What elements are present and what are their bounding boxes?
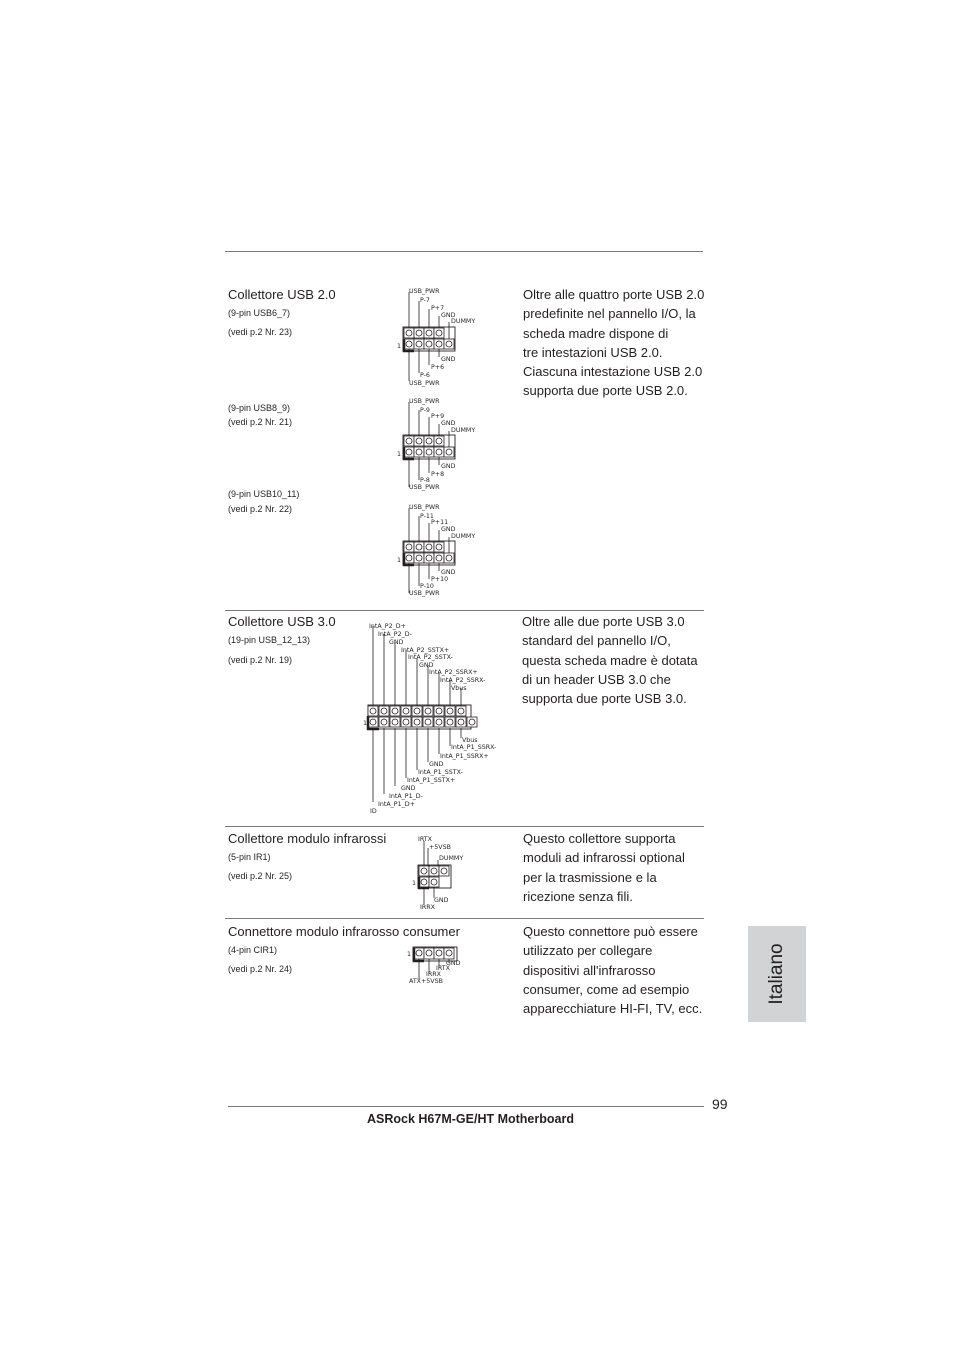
svg-text:IRTX: IRTX bbox=[418, 836, 432, 843]
svg-text:IntA_P1_SSRX+: IntA_P1_SSRX+ bbox=[440, 753, 489, 760]
usb3-pin bbox=[401, 717, 411, 727]
usb8-9-ref: (vedi p.2 Nr. 21) bbox=[228, 417, 293, 427]
svg-text:ATX+5VSB: ATX+5VSB bbox=[409, 978, 443, 985]
svg-text:IntA_P2_SSRX+: IntA_P2_SSRX+ bbox=[429, 669, 478, 676]
usb3-pin bbox=[445, 717, 455, 727]
usb10-11-diagram bbox=[396, 499, 496, 599]
svg-text:IntA_P2_D+: IntA_P2_D+ bbox=[369, 623, 406, 630]
usb3-ref: (vedi p.2 Nr. 19) bbox=[228, 655, 293, 665]
usb3-pin bbox=[434, 717, 444, 727]
ir-description: Questo collettore supporta moduli ad infrarossi optional per la trasmissione e la ricezione senza fili. bbox=[523, 831, 685, 904]
language-tab-label: Italiano bbox=[766, 943, 787, 1005]
svg-text:IRRX: IRRX bbox=[426, 971, 441, 978]
svg-text:IntA_P1_SSTX-: IntA_P1_SSTX- bbox=[418, 769, 463, 776]
svg-text:GND: GND bbox=[441, 463, 456, 470]
svg-text:IntA_P2_D-: IntA_P2_D- bbox=[378, 631, 412, 638]
usb3-title: Collettore USB 3.0 bbox=[228, 614, 336, 629]
usb3-pin bbox=[412, 717, 422, 727]
svg-text:IntA_P2_SSTX-: IntA_P2_SSTX- bbox=[408, 654, 453, 661]
cir-description: Questo connettore può essere utilizzato per collegare dispositivi all'infrarosso consumer, come ad esempio apparecchiature HI-FI, TV, ecc. bbox=[523, 924, 703, 1017]
svg-text:P+8: P+8 bbox=[431, 471, 445, 478]
svg-text:USB_PWR: USB_PWR bbox=[409, 590, 440, 597]
svg-text:IntA_P2_SSRX-: IntA_P2_SSRX- bbox=[440, 677, 486, 684]
svg-text:DUMMY: DUMMY bbox=[439, 855, 464, 862]
svg-text:GND: GND bbox=[446, 960, 461, 967]
svg-text:P+7: P+7 bbox=[431, 305, 445, 312]
ir-diagram bbox=[410, 833, 480, 913]
svg-text:ID: ID bbox=[370, 808, 377, 815]
svg-text:P-6: P-6 bbox=[420, 372, 430, 379]
usb3-pin bbox=[390, 717, 400, 727]
cir-diagram bbox=[403, 945, 483, 990]
usb6-7-ref: (vedi p.2 Nr. 23) bbox=[228, 327, 293, 337]
usb3-pin bbox=[423, 706, 433, 716]
usb3-pin bbox=[456, 717, 466, 727]
top-rule bbox=[225, 251, 703, 252]
svg-text:IRTX: IRTX bbox=[436, 965, 450, 972]
usb3-pin bbox=[423, 717, 433, 727]
ir-title: Collettore modulo infrarossi bbox=[228, 831, 387, 846]
page-number: 99 bbox=[712, 1096, 728, 1112]
usb3-pin bbox=[379, 717, 389, 727]
usb6-7-pins: (9-pin USB6_7) bbox=[228, 308, 291, 318]
svg-text:GND: GND bbox=[441, 526, 456, 533]
section-divider-ir bbox=[225, 826, 704, 827]
usb3-pin bbox=[390, 706, 400, 716]
usb3-pins: (19-pin USB_12_13) bbox=[228, 635, 311, 645]
svg-text:USB_PWR: USB_PWR bbox=[409, 504, 440, 511]
svg-text:P+10: P+10 bbox=[431, 576, 449, 583]
usb3-pin bbox=[445, 706, 455, 716]
usb3-pin bbox=[368, 717, 378, 727]
svg-text:Vbus: Vbus bbox=[451, 685, 467, 692]
svg-text:GND: GND bbox=[441, 312, 456, 319]
usb2-title: Collettore USB 2.0 bbox=[228, 287, 336, 302]
svg-text:IRRX: IRRX bbox=[420, 904, 435, 911]
usb8-9-pins: (9-pin USB8_9) bbox=[228, 403, 291, 413]
svg-text:1: 1 bbox=[397, 343, 402, 350]
svg-text:P+11: P+11 bbox=[431, 519, 449, 526]
usb10-11-pins: (9-pin USB10_11) bbox=[228, 489, 300, 499]
svg-text:GND: GND bbox=[389, 639, 404, 646]
svg-text:USB_PWR: USB_PWR bbox=[409, 380, 440, 387]
svg-text:P-7: P-7 bbox=[420, 297, 430, 304]
svg-text:GND: GND bbox=[429, 761, 444, 768]
svg-text:P-10: P-10 bbox=[420, 583, 434, 590]
svg-text:P-9: P-9 bbox=[420, 407, 430, 414]
svg-text:GND: GND bbox=[419, 662, 434, 669]
svg-text:1: 1 bbox=[363, 720, 368, 727]
usb3-pin bbox=[368, 706, 378, 716]
svg-text:1: 1 bbox=[407, 951, 412, 958]
usb3-pin bbox=[412, 706, 422, 716]
usb3-diagram bbox=[363, 617, 503, 817]
svg-text:IntA_P2_SSTX+: IntA_P2_SSTX+ bbox=[401, 647, 450, 654]
footer-rule bbox=[228, 1106, 704, 1107]
usb8-9-diagram bbox=[396, 393, 496, 493]
svg-text:GND: GND bbox=[441, 569, 456, 576]
svg-text:USB_PWR: USB_PWR bbox=[409, 398, 440, 405]
section-divider-usb3 bbox=[225, 610, 704, 611]
svg-text:P+6: P+6 bbox=[431, 364, 445, 371]
svg-text:1: 1 bbox=[397, 557, 402, 564]
svg-text:GND: GND bbox=[434, 897, 449, 904]
svg-text:IntA_P1_SSRX-: IntA_P1_SSRX- bbox=[451, 744, 497, 751]
svg-text:IntA_P1_SSTX+: IntA_P1_SSTX+ bbox=[407, 777, 456, 784]
usb2-description: Oltre alle quattro porte USB 2.0 predefinite nel pannello I/O, la scheda madre dispone di tre intestazioni USB 2.0. Ciascuna intestazione USB 2.0 supporta due porte USB 2.0. bbox=[523, 287, 705, 399]
svg-text:IntA_P1_D-: IntA_P1_D- bbox=[389, 793, 423, 800]
svg-text:Vbus: Vbus bbox=[462, 737, 478, 744]
cir-title: Connettore modulo infrarosso consumer bbox=[228, 924, 460, 939]
svg-text:P+9: P+9 bbox=[431, 413, 445, 420]
svg-text:P-8: P-8 bbox=[420, 477, 430, 484]
svg-text:GND: GND bbox=[441, 356, 456, 363]
footer-product-name: ASRock H67M-GE/HT Motherboard bbox=[367, 1112, 574, 1126]
usb3-pin bbox=[379, 706, 389, 716]
svg-text:P-11: P-11 bbox=[420, 513, 434, 520]
svg-text:DUMMY: DUMMY bbox=[451, 318, 476, 325]
pin-grid bbox=[404, 328, 454, 349]
usb3-pin bbox=[456, 706, 466, 716]
svg-text:DUMMY: DUMMY bbox=[451, 427, 476, 434]
ir-pins: (5-pin IR1) bbox=[228, 852, 271, 862]
svg-text:USB_PWR: USB_PWR bbox=[409, 288, 440, 295]
ir-ref: (vedi p.2 Nr. 25) bbox=[228, 871, 293, 881]
svg-text:1: 1 bbox=[412, 880, 417, 887]
usb10-11-ref: (vedi p.2 Nr. 22) bbox=[228, 504, 293, 514]
usb3-pin bbox=[434, 706, 444, 716]
language-tab bbox=[748, 926, 806, 1022]
usb6-7-diagram bbox=[396, 284, 496, 388]
svg-text:USB_PWR: USB_PWR bbox=[409, 484, 440, 491]
svg-text:IntA_P1_D+: IntA_P1_D+ bbox=[378, 801, 415, 808]
usb3-description: Oltre alle due porte USB 3.0 standard del pannello I/O, questa scheda madre è dotata di un header USB 3.0 che supporta due porte USB 3.0. bbox=[522, 614, 698, 707]
usb3-pin bbox=[467, 717, 477, 727]
svg-text:+5VSB: +5VSB bbox=[429, 844, 451, 851]
svg-text:DUMMY: DUMMY bbox=[451, 533, 476, 540]
svg-text:GND: GND bbox=[441, 420, 456, 427]
section-divider-cir bbox=[225, 918, 704, 919]
svg-text:GND: GND bbox=[401, 785, 416, 792]
cir-ref: (vedi p.2 Nr. 24) bbox=[228, 964, 293, 974]
svg-text:1: 1 bbox=[397, 451, 402, 458]
cir-pins: (4-pin CIR1) bbox=[228, 945, 278, 955]
usb3-pin bbox=[401, 706, 411, 716]
